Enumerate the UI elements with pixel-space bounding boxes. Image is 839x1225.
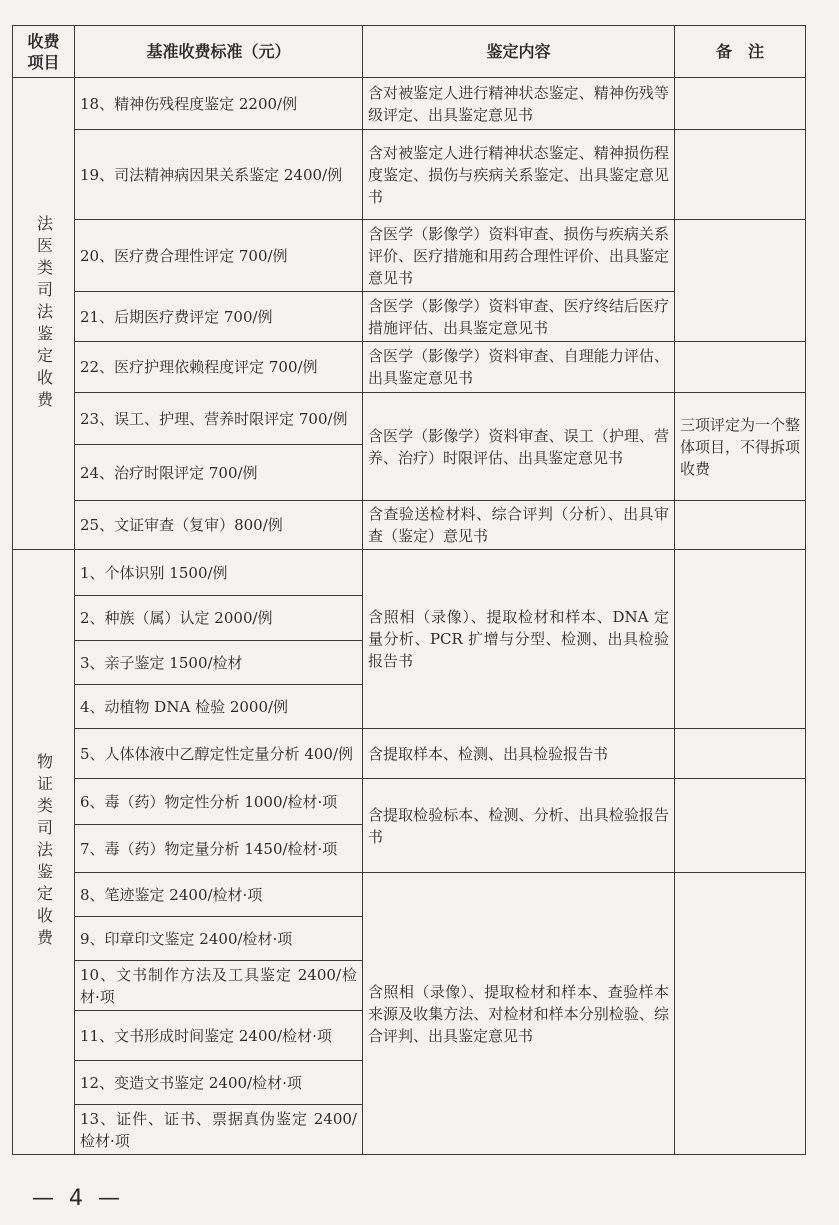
standard-cell: 21、后期医疗费评定 700/例 xyxy=(75,292,363,342)
content-cell: 含提取样本、检测、出具检验报告书 xyxy=(363,729,675,779)
table-row xyxy=(13,393,806,445)
table-row xyxy=(13,78,806,130)
table-row xyxy=(13,729,806,779)
note-cell xyxy=(675,729,806,779)
content-cell: 含提取检验标本、检测、分析、出具检验报告书 xyxy=(363,779,675,873)
header-content: 鉴定内容 xyxy=(363,26,675,78)
standard-cell: 22、医疗护理依赖程度评定 700/例 xyxy=(75,342,363,393)
note-cell xyxy=(675,342,806,393)
category-physical: 物证类司法鉴定收费 xyxy=(13,550,75,1155)
standard-cell: 18、精神伤残程度鉴定 2200/例 xyxy=(75,78,363,130)
table-row xyxy=(13,501,806,550)
standard-cell: 10、文书制作方法及工具鉴定 2400/检材·项 xyxy=(75,961,363,1011)
note-cell xyxy=(675,130,806,220)
standard-cell: 5、人体体液中乙醇定性定量分析 400/例 xyxy=(75,729,363,779)
content-cell: 含照相（录像）、提取检材和样本、查验样本来源及收集方法、对检材和样本分别检验、综合评判、出具鉴定意见书 xyxy=(363,873,675,1155)
content-cell: 含医学（影像学）资料审查、损伤与疾病关系评价、医疗措施和用药合理性评价、出具鉴定意见书 xyxy=(363,220,675,292)
category-forensic: 法医类司法鉴定收费 xyxy=(13,78,75,550)
note-cell xyxy=(675,873,806,1155)
note-cell xyxy=(675,550,806,729)
standard-cell: 9、印章印文鉴定 2400/检材·项 xyxy=(75,917,363,961)
standard-cell: 4、动植物 DNA 检验 2000/例 xyxy=(75,685,363,729)
standard-cell: 6、毒（药）物定性分析 1000/检材·项 xyxy=(75,779,363,825)
note-cell xyxy=(675,220,806,342)
standard-cell: 1、个体识别 1500/例 xyxy=(75,550,363,596)
standard-cell: 19、司法精神病因果关系鉴定 2400/例 xyxy=(75,130,363,220)
fee-table xyxy=(12,25,806,1155)
content-cell: 含医学（影像学）资料审查、自理能力评估、出具鉴定意见书 xyxy=(363,342,675,393)
standard-cell: 23、误工、护理、营养时限评定 700/例 xyxy=(75,393,363,445)
table-row xyxy=(13,873,806,917)
standard-cell: 7、毒（药）物定量分析 1450/检材·项 xyxy=(75,825,363,873)
standard-cell: 25、文证审查（复审）800/例 xyxy=(75,501,363,550)
note-cell xyxy=(675,501,806,550)
standard-cell: 3、亲子鉴定 1500/检材 xyxy=(75,641,363,685)
standard-cell: 13、证件、证书、票据真伪鉴定 2400/检材·项 xyxy=(75,1105,363,1155)
standard-cell: 20、医疗费合理性评定 700/例 xyxy=(75,220,363,292)
content-cell: 含医学（影像学）资料审查、医疗终结后医疗措施评估、出具鉴定意见书 xyxy=(363,292,675,342)
header-note: 备 注 xyxy=(675,26,806,78)
note-cell xyxy=(675,78,806,130)
header-row xyxy=(13,26,806,78)
table-row xyxy=(13,220,806,292)
header-category: 收费 项目 xyxy=(13,26,75,78)
page-number: — 4 — xyxy=(32,1186,124,1211)
note-cell xyxy=(675,779,806,873)
note-cell: 三项评定为一个整体项目，不得拆项收费 xyxy=(675,393,806,501)
standard-cell: 11、文书形成时间鉴定 2400/检材·项 xyxy=(75,1011,363,1061)
table-row xyxy=(13,342,806,393)
standard-cell: 24、治疗时限评定 700/例 xyxy=(75,445,363,501)
content-cell: 含医学（影像学）资料审查、误工（护理、营养、治疗）时限评估、出具鉴定意见书 xyxy=(363,393,675,501)
header-standard: 基准收费标准（元） xyxy=(75,26,363,78)
standard-cell: 12、变造文书鉴定 2400/检材·项 xyxy=(75,1061,363,1105)
content-cell: 含照相（录像）、提取检材和样本、DNA 定量分析、PCR 扩增与分型、检测、出具检验报告书 xyxy=(363,550,675,729)
content-cell: 含对被鉴定人进行精神状态鉴定、精神损伤程度鉴定、损伤与疾病关系鉴定、出具鉴定意见书 xyxy=(363,130,675,220)
standard-cell: 2、种族（属）认定 2000/例 xyxy=(75,596,363,641)
content-cell: 含查验送检材料、综合评判（分析）、出具审查（鉴定）意见书 xyxy=(363,501,675,550)
table-row xyxy=(13,779,806,825)
content-cell: 含对被鉴定人进行精神状态鉴定、精神伤残等级评定、出具鉴定意见书 xyxy=(363,78,675,130)
standard-cell: 8、笔迹鉴定 2400/检材·项 xyxy=(75,873,363,917)
table-row xyxy=(13,130,806,220)
table-row xyxy=(13,550,806,596)
